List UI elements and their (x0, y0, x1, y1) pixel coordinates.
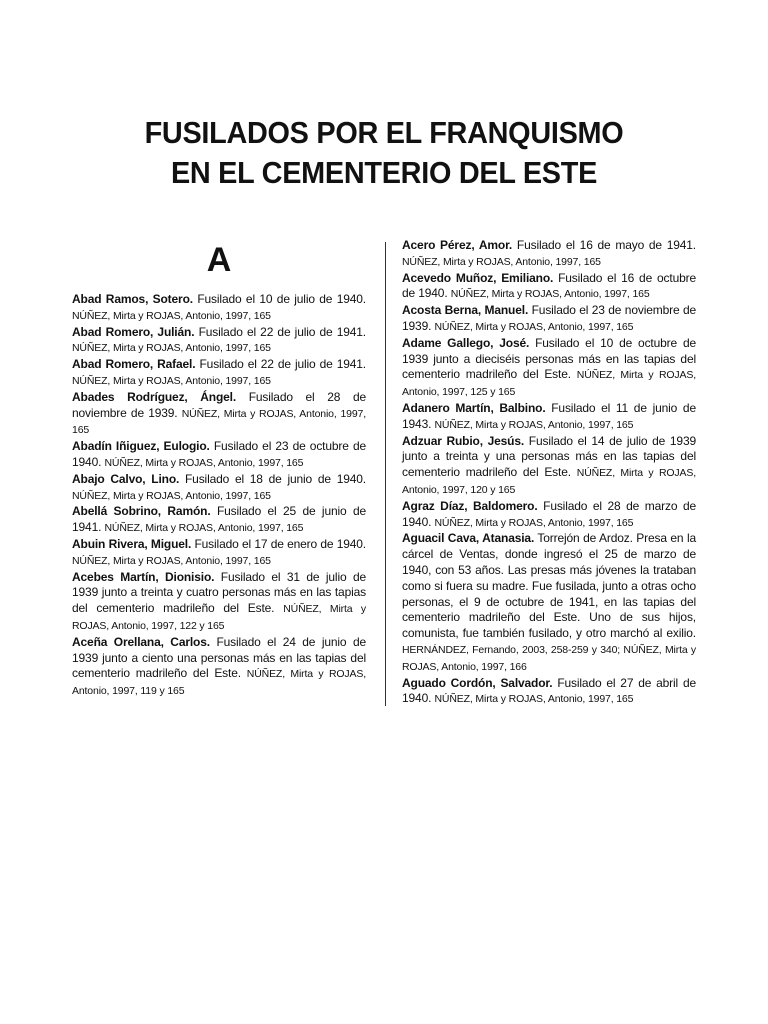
entry (402, 401, 696, 434)
entry-reference: NÚÑEZ, Mirta y ROJAS, Antonio, 1997, 165 (72, 342, 271, 355)
entry-text: Fusilado el 10 de julio de 1940. (192, 292, 366, 306)
entry-text: Fusilado el 16 de octubre de 1940. (402, 270, 696, 301)
entry-reference: NÚÑEZ, Mirta y ROJAS, Antonio, 1997, 122 y 165 (72, 603, 366, 632)
entry-reference: NÚÑEZ, Mirta y ROJAS, Antonio, 1997, 165 (104, 522, 304, 535)
entry-reference: NÚÑEZ, Mirta y ROJAS, Antonio, 1997, 165 (72, 407, 366, 437)
entry-text: Fusilado el 10 de octubre de 1939 junto a dieciséis personas más en las tapias del cementerio madrileño del Este. (402, 335, 697, 382)
entry (72, 504, 366, 537)
entry-text: Fusilado el 14 de julio de 1939 junto a treinta y una personas más en las tapias del cementerio madrileño del Este. (402, 433, 696, 480)
entry-reference: NÚÑEZ, Mirta y ROJAS, Antonio, 1997, 165 (434, 516, 634, 529)
entry-reference: NÚÑEZ, Mirta y ROJAS, Antonio, 1997, 165 (434, 418, 634, 431)
entry (72, 325, 366, 358)
entry (402, 336, 696, 401)
entry-text: Fusilado el 16 de mayo de 1941. (512, 238, 696, 252)
entry-name: Aceña Orellana, Carlos. (72, 634, 210, 649)
entry (72, 357, 366, 390)
entry (72, 390, 366, 439)
entry-name: Abajo Calvo, Lino. (72, 471, 180, 486)
entry-text: Fusilado el 22 de julio de 1941. (195, 357, 366, 372)
entry (72, 570, 366, 635)
entry (402, 676, 696, 709)
entry-text: Torrejón de Ardoz. Presa en la cárcel de Ventas, donde ingresó el 25 de marzo de 1940, con 53 años. Las presas más jóvenes la trataban como si fuera su madre. Fue fusilada, junto a otras ocho personas, el 9 de octubre de 1941, en las tapias del cementerio madrileño del Este. Uno de sus hijos, comunista, fue también fusilado, y otro marchó al exilio. (402, 531, 696, 641)
entry-reference: NÚÑEZ, Mirta y ROJAS, Antonio, 1997, 165 (72, 374, 271, 387)
column-divider (385, 242, 386, 706)
entry-reference: NÚÑEZ, Mirta y ROJAS, Antonio, 1997, 165 (72, 554, 271, 567)
entry-name: Abades Rodríguez, Ángel. (72, 389, 237, 404)
entry (402, 434, 696, 499)
entry-reference: NÚÑEZ, Mirta y ROJAS, Antonio, 1997, 165 (434, 320, 634, 333)
entry-text: Fusilado el 17 de enero de 1940. (191, 536, 366, 551)
entry-name: Adanero Martín, Balbino. (402, 400, 546, 415)
entry-text: Fusilado el 28 de noviembre de 1939. (72, 389, 366, 420)
entry-name: Aguado Cordón, Salvador. (402, 675, 553, 690)
entry-reference: NÚÑEZ, Mirta y ROJAS, Antonio, 1997, 165 (434, 693, 634, 706)
entry-text: Fusilado el 28 de marzo de 1940. (402, 498, 696, 529)
entry-text: Fusilado el 22 de julio de 1941. (194, 324, 366, 339)
entry-name: Adzuar Rubio, Jesús. (402, 433, 525, 448)
entry-text: Fusilado el 25 de junio de 1941. (72, 504, 366, 535)
entry-name: Agraz Díaz, Baldomero. (402, 498, 538, 513)
entry (402, 499, 696, 532)
entry (72, 635, 366, 700)
entry-text: Fusilado el 11 de junio de 1943. (402, 400, 696, 431)
entry-reference: NÚÑEZ, Mirta y ROJAS, Antonio, 1997, 165 (72, 489, 271, 502)
entry-text: Fusilado el 18 de junio de 1940. (179, 471, 366, 486)
entry-name: Abellá Sobrino, Ramón. (72, 504, 211, 519)
entry-reference: NÚÑEZ, Mirta y ROJAS, Antonio, 1997, 165 (72, 309, 271, 322)
entry (402, 271, 696, 304)
page-title-line-1: FUSILADOS POR EL FRANQUISMO (144, 115, 624, 150)
entry-text: Fusilado el 23 de octubre de 1940. (72, 439, 366, 469)
section-letter: A (206, 241, 232, 279)
entry-name: Acebes Martín, Dionisio. (72, 569, 215, 584)
entry-name: Abad Ramos, Sotero. (72, 292, 193, 306)
entry (402, 303, 696, 336)
entry-text: Fusilado el 31 de julio de 1939 junto a treinta y cuatro personas más en las tapias del cementerio madrileño del Este. (72, 569, 366, 616)
entry-reference: NÚÑEZ, Mirta y ROJAS, Antonio, 1997, 165 (104, 456, 304, 469)
entry-reference: NÚÑEZ, Mirta y ROJAS, Antonio, 1997, 165 (402, 255, 601, 268)
entry (72, 439, 366, 472)
entry (72, 537, 366, 570)
page-title-line-2: EN EL CEMENTERIO DEL ESTE (170, 155, 598, 190)
entry-text: Fusilado el 27 de abril de 1940. (402, 675, 696, 706)
entry-text: Fusilado el 23 de noviembre de 1939. (402, 303, 696, 333)
entry-name: Abadín Iñiguez, Eulogio. (72, 439, 210, 454)
entry-reference: HERNÁNDEZ, Fernando, 2003, 258-259 y 340; NÚÑEZ, Mirta y ROJAS, Antonio, 1997, 166 (402, 643, 696, 673)
entry-text: Fusilado el 24 de junio de 1939 junto a ciento una personas más en las tapias del cementerio madrileño del Este. (72, 634, 366, 681)
entry (402, 531, 696, 675)
entry-name: Aguacil Cava, Atanasia. (402, 531, 535, 546)
entry-name: Abad Romero, Julián. (72, 324, 195, 339)
left-column (72, 292, 366, 700)
entry-name: Acevedo Muñoz, Emiliano. (402, 270, 554, 285)
entry-name: Acosta Berna, Manuel. (402, 303, 529, 318)
entry-reference: NÚÑEZ, Mirta y ROJAS, Antonio, 1997, 119 y 165 (72, 668, 366, 698)
entry-reference: NÚÑEZ, Mirta y ROJAS, Antonio, 1997, 125 y 165 (402, 369, 696, 399)
page-title (27, 113, 741, 193)
right-column (402, 238, 696, 708)
entry (72, 472, 366, 505)
entry (402, 238, 696, 271)
entry-name: Abuin Rivera, Miguel. (72, 536, 192, 551)
entry-name: Abad Romero, Rafael. (72, 357, 196, 372)
entry-reference: NÚÑEZ, Mirta y ROJAS, Antonio, 1997, 165 (450, 288, 650, 301)
entry (72, 292, 366, 325)
entry-name: Acero Pérez, Amor. (402, 238, 513, 252)
entry-name: Adame Gallego, José. (402, 335, 530, 350)
entry-reference: NÚÑEZ, Mirta y ROJAS, Antonio, 1997, 120 y 165 (402, 467, 696, 496)
